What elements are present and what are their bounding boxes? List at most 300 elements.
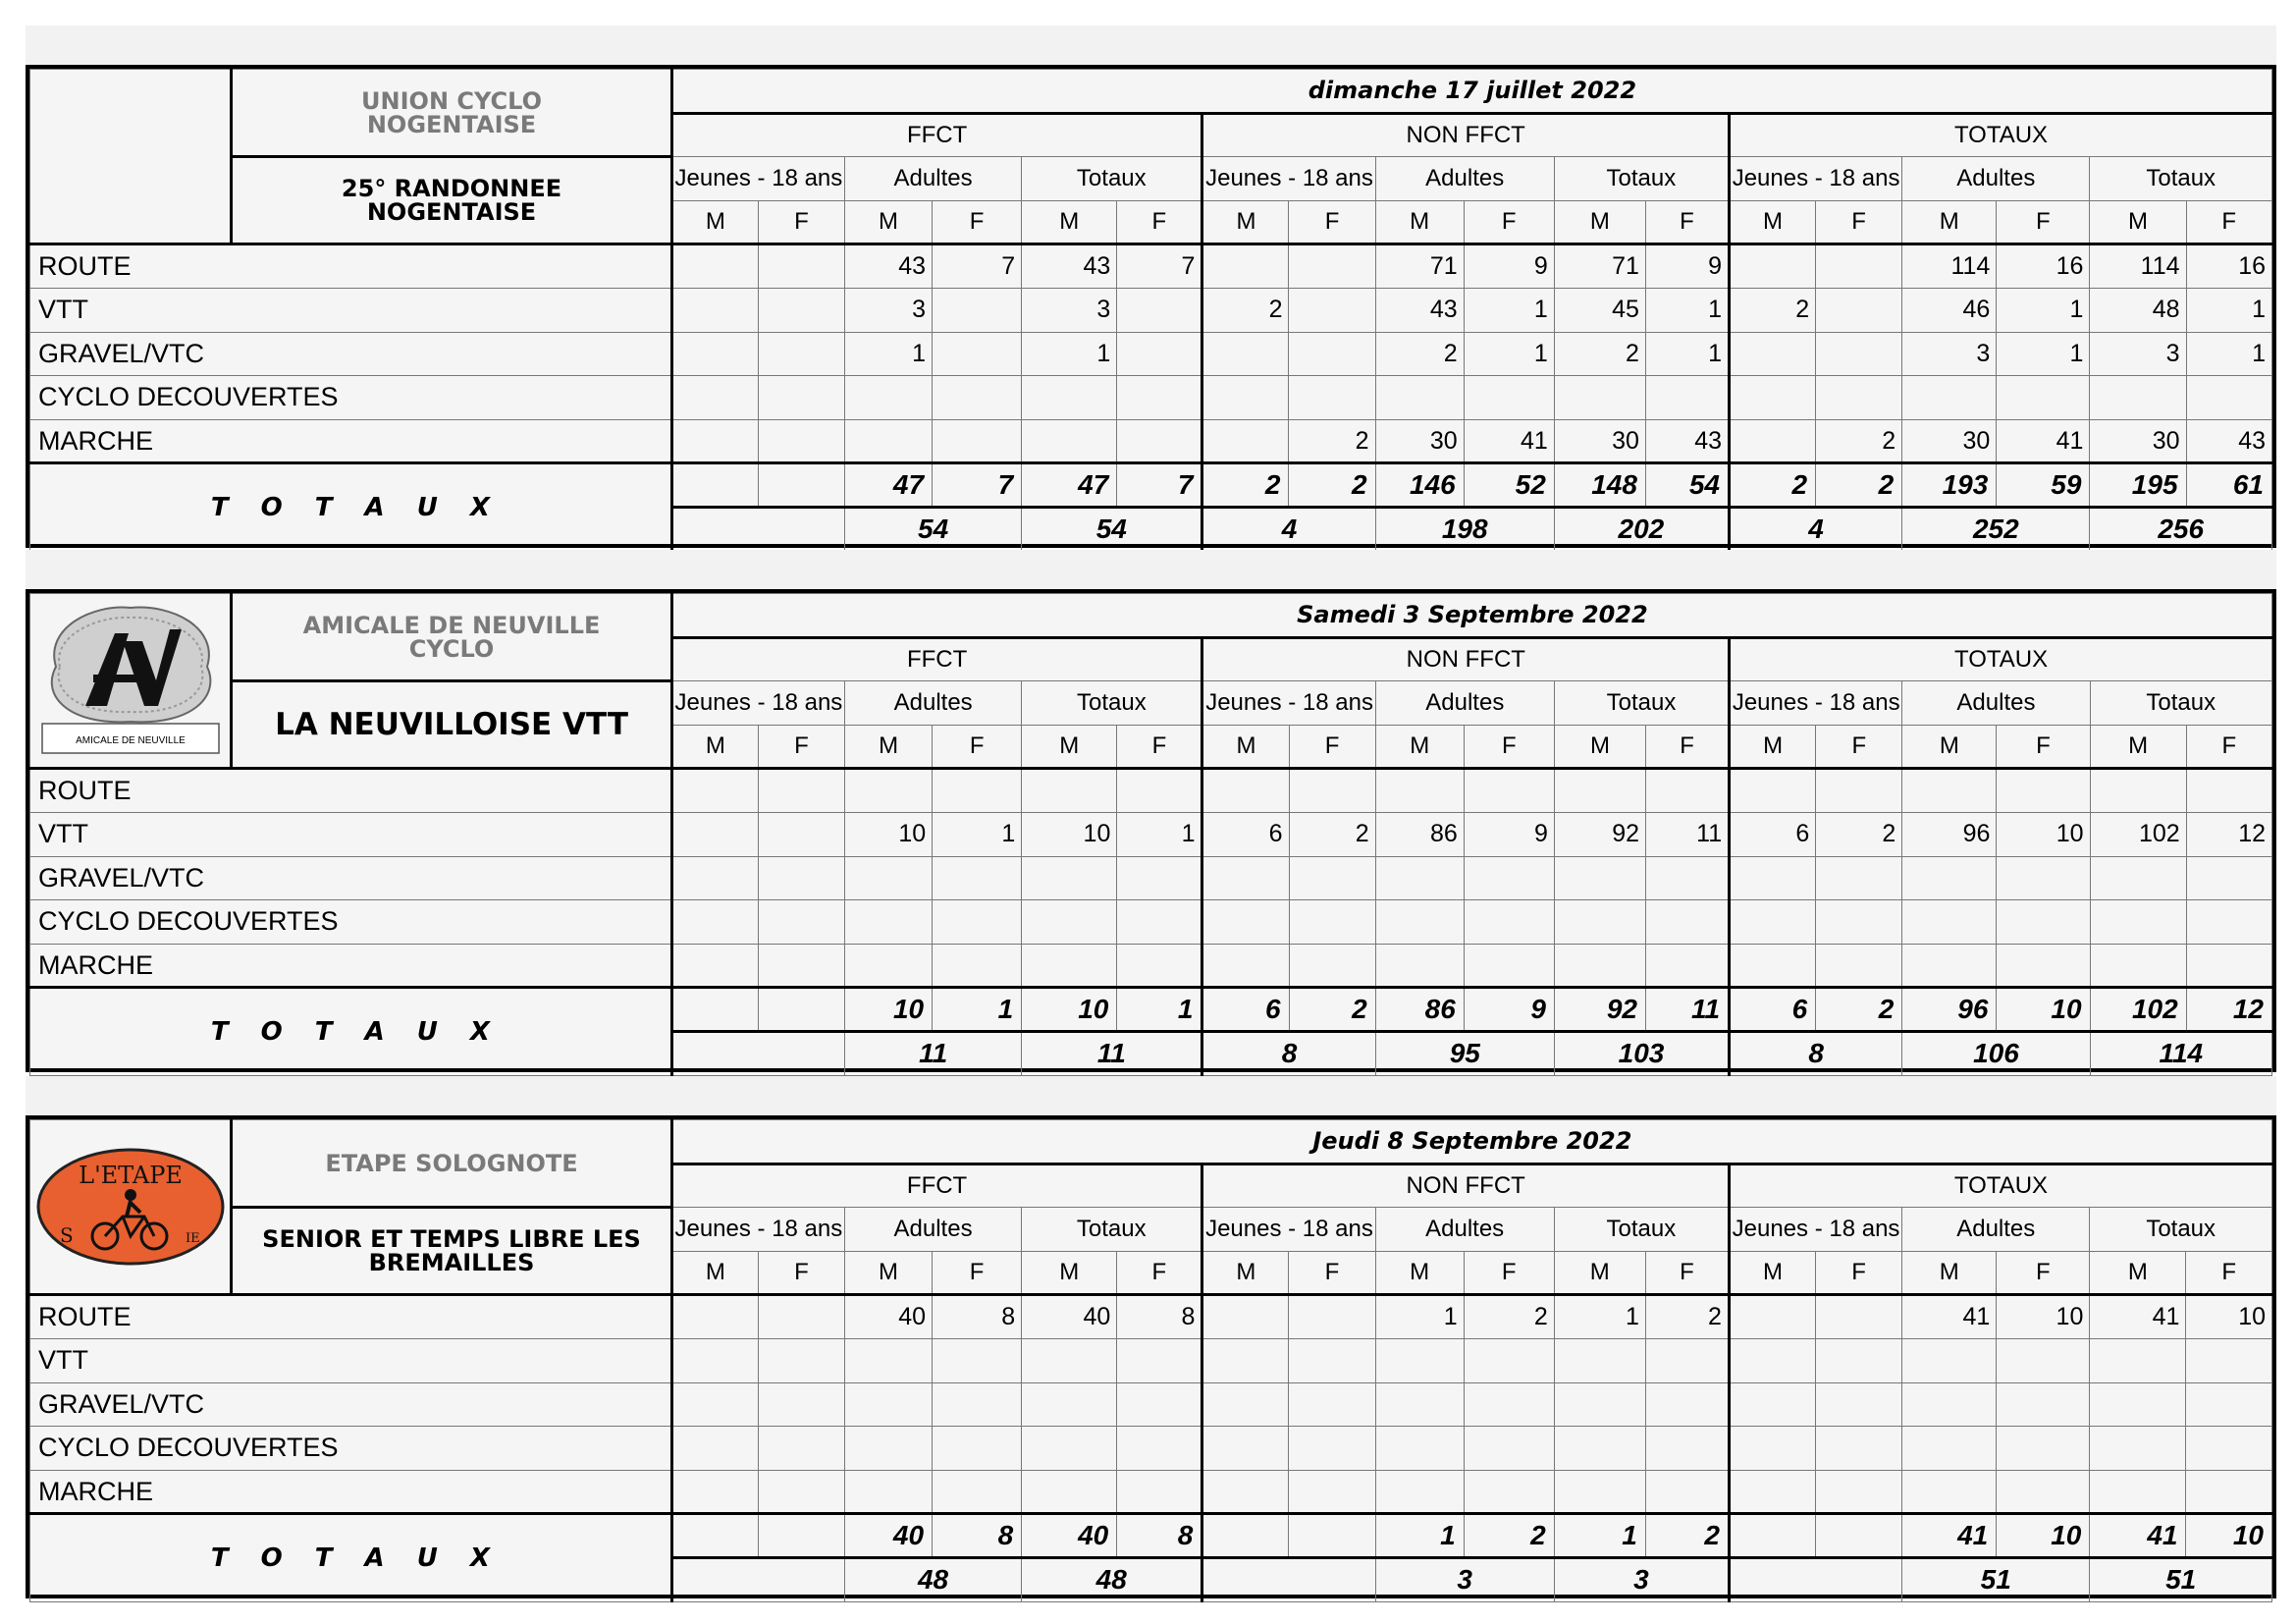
data-cell: 41	[1997, 419, 2090, 463]
gender-f: F	[2186, 725, 2271, 769]
data-cell	[1554, 376, 1645, 420]
grand-total-cell	[671, 1031, 844, 1075]
row-label: MARCHE	[30, 944, 672, 988]
gender-m: M	[1375, 1251, 1464, 1295]
data-cell: 16	[2186, 244, 2271, 289]
row-label: VTT	[30, 812, 672, 856]
total-cell: 2	[1816, 463, 1902, 508]
subgroup-header: Totaux	[2090, 157, 2272, 201]
total-cell: 7	[1117, 463, 1202, 508]
total-cell: 10	[1022, 988, 1117, 1032]
data-cell: 41	[1464, 419, 1554, 463]
data-cell	[1730, 856, 1816, 900]
data-cell: 10	[2186, 1295, 2272, 1339]
data-cell	[1022, 1382, 1117, 1427]
data-cell: 3	[844, 288, 932, 332]
data-cell	[1816, 900, 1902, 945]
data-cell	[1997, 1338, 2090, 1382]
subgroup-header: Jeunes - 18 ans	[671, 681, 844, 726]
total-cell	[1729, 1514, 1815, 1558]
data-cell	[1022, 1470, 1117, 1514]
data-cell	[671, 419, 758, 463]
row-label: CYCLO DECOUVERTES	[30, 1427, 672, 1471]
data-cell	[758, 1470, 844, 1514]
data-cell	[1645, 1338, 1729, 1382]
data-cell	[758, 288, 844, 332]
subgroup-header: Adultes	[1902, 1208, 2090, 1252]
data-cell	[1117, 419, 1202, 463]
data-cell: 9	[1645, 244, 1729, 289]
gender-f: F	[1816, 200, 1902, 244]
data-cell	[1730, 419, 1816, 463]
total-cell: 2	[1289, 988, 1375, 1032]
data-cell	[1816, 944, 1902, 988]
data-cell	[758, 900, 844, 945]
row-label: GRAVEL/VTC	[30, 332, 672, 376]
data-cell: 114	[1902, 244, 1997, 289]
data-cell	[1375, 1382, 1464, 1427]
subgroup-header: Totaux	[1022, 681, 1202, 726]
grand-total-cell: 54	[844, 507, 1021, 551]
data-cell	[1816, 288, 1902, 332]
data-cell	[1289, 1295, 1375, 1339]
data-cell	[1289, 332, 1375, 376]
total-cell	[671, 1514, 758, 1558]
data-cell: 11	[1646, 812, 1730, 856]
data-cell: 48	[2090, 288, 2186, 332]
header-line: UNION CYCLO	[361, 86, 542, 115]
gender-m: M	[1022, 200, 1117, 244]
gender-f: F	[1464, 725, 1554, 769]
gender-f: F	[1289, 725, 1375, 769]
data-cell	[671, 769, 758, 813]
grand-total-cell: 95	[1375, 1031, 1554, 1075]
total-cell: 1	[1554, 1514, 1645, 1558]
grand-total-cell: 4	[1202, 507, 1375, 551]
gender-m: M	[1554, 725, 1645, 769]
data-cell: 6	[1730, 812, 1816, 856]
data-cell	[1554, 1382, 1645, 1427]
total-cell	[758, 1514, 844, 1558]
data-cell	[1645, 1382, 1729, 1427]
data-cell	[1730, 332, 1816, 376]
gender-f: F	[933, 200, 1022, 244]
subgroup-header: Adultes	[1375, 157, 1554, 201]
gender-m: M	[1554, 1251, 1645, 1295]
data-cell	[933, 944, 1022, 988]
data-cell: 45	[1554, 288, 1645, 332]
data-cell	[1902, 944, 1997, 988]
data-cell	[1729, 1295, 1815, 1339]
data-cell	[2186, 856, 2271, 900]
total-cell: 7	[933, 463, 1022, 508]
data-cell	[758, 1427, 844, 1471]
data-cell	[1554, 944, 1645, 988]
data-cell	[1902, 900, 1997, 945]
grand-total-cell: 252	[1902, 507, 2090, 551]
grand-total-cell: 256	[2090, 507, 2272, 551]
data-cell	[1117, 900, 1202, 945]
data-cell	[1997, 856, 2090, 900]
subgroup-header: Adultes	[1902, 681, 2090, 726]
event-block-3	[26, 1115, 2276, 1598]
data-cell: 8	[933, 1295, 1022, 1339]
gender-m: M	[1730, 725, 1816, 769]
data-cell	[1816, 769, 1902, 813]
total-cell: 47	[844, 463, 932, 508]
club-name	[232, 70, 672, 157]
separator-band	[26, 26, 2276, 67]
data-cell	[2090, 1427, 2186, 1471]
total-cell: 12	[2186, 988, 2271, 1032]
gender-f: F	[933, 725, 1022, 769]
gender-f: F	[2186, 1251, 2272, 1295]
data-cell	[1464, 1382, 1554, 1427]
data-cell	[844, 1382, 932, 1427]
data-cell	[844, 1338, 932, 1382]
data-cell	[1730, 244, 1816, 289]
subgroup-header: Jeunes - 18 ans	[1202, 157, 1375, 201]
row-label: ROUTE	[30, 769, 672, 813]
data-cell	[1816, 1382, 1902, 1427]
group-header: NON FFCT	[1202, 113, 1730, 157]
data-cell	[1997, 376, 2090, 420]
subgroup-header: Jeunes - 18 ans	[1202, 1208, 1375, 1252]
data-cell	[1902, 856, 1997, 900]
gender-f: F	[1997, 725, 2090, 769]
total-cell: 47	[1022, 463, 1117, 508]
subgroup-header: Totaux	[1022, 157, 1202, 201]
gender-m: M	[845, 725, 933, 769]
data-cell	[1554, 769, 1645, 813]
grand-total-cell: 198	[1375, 507, 1554, 551]
data-cell: 2	[1645, 1295, 1729, 1339]
total-cell: 102	[2090, 988, 2186, 1032]
total-cell	[671, 988, 758, 1032]
total-cell: 92	[1554, 988, 1645, 1032]
data-cell	[1289, 1470, 1375, 1514]
data-cell: 1	[1645, 288, 1729, 332]
group-header: NON FFCT	[1202, 637, 1730, 681]
separator-band	[26, 1076, 2276, 1117]
data-cell	[671, 244, 758, 289]
total-cell: 10	[1997, 1514, 2090, 1558]
data-cell	[933, 419, 1022, 463]
club-name	[232, 594, 672, 681]
data-cell	[758, 812, 844, 856]
row-label: GRAVEL/VTC	[30, 856, 672, 900]
data-cell: 1	[2186, 332, 2271, 376]
total-cell: 6	[1202, 988, 1289, 1032]
total-cell: 1	[1117, 988, 1202, 1032]
row-label: VTT	[30, 1338, 672, 1382]
gender-f: F	[1997, 1251, 2090, 1295]
data-cell	[1375, 900, 1464, 945]
gender-m: M	[1375, 725, 1464, 769]
data-cell	[1202, 900, 1289, 945]
row-label: VTT	[30, 288, 672, 332]
data-cell	[933, 1338, 1022, 1382]
data-cell	[671, 1470, 758, 1514]
data-cell	[1816, 856, 1902, 900]
data-cell	[1289, 1338, 1375, 1382]
data-cell	[1289, 944, 1375, 988]
total-cell	[1816, 1514, 1902, 1558]
data-cell	[671, 376, 758, 420]
data-cell	[1289, 1382, 1375, 1427]
total-cell: 40	[844, 1514, 932, 1558]
data-cell	[671, 1295, 758, 1339]
data-cell	[933, 1427, 1022, 1471]
data-cell	[2090, 1470, 2186, 1514]
subgroup-header: Adultes	[1375, 681, 1554, 726]
data-cell	[1117, 1427, 1202, 1471]
header-line: SENIOR ET TEMPS LIBRE LES	[262, 1225, 641, 1254]
data-cell	[1202, 244, 1289, 289]
data-cell	[1022, 944, 1117, 988]
gender-f: F	[758, 200, 844, 244]
header-line: NOGENTAISE	[366, 110, 537, 138]
event-name	[232, 157, 672, 244]
gender-m: M	[1729, 1251, 1815, 1295]
data-cell	[933, 288, 1022, 332]
gender-m: M	[1554, 200, 1645, 244]
total-cell: 2	[1289, 463, 1375, 508]
data-cell: 1	[1645, 332, 1729, 376]
data-cell	[1645, 1470, 1729, 1514]
data-cell: 43	[1022, 244, 1117, 289]
subgroup-header: Totaux	[1554, 157, 1729, 201]
data-cell	[845, 769, 933, 813]
data-cell	[933, 856, 1022, 900]
grand-total-cell	[1202, 1557, 1375, 1601]
data-cell: 1	[1554, 1295, 1645, 1339]
data-cell	[844, 419, 932, 463]
data-cell: 2	[1464, 1295, 1554, 1339]
subgroup-header: Adultes	[1375, 1208, 1554, 1252]
data-cell: 1	[933, 812, 1022, 856]
data-cell	[2090, 769, 2186, 813]
subgroup-header: Jeunes - 18 ans	[1730, 681, 1902, 726]
data-cell	[1729, 1470, 1815, 1514]
data-cell	[1117, 1338, 1202, 1382]
data-cell	[1816, 244, 1902, 289]
data-cell	[2090, 376, 2186, 420]
gender-f: F	[1816, 725, 1902, 769]
data-cell	[671, 856, 758, 900]
row-label: MARCHE	[30, 1470, 672, 1514]
total-cell: 2	[1730, 463, 1816, 508]
data-cell: 2	[1289, 419, 1375, 463]
gender-f: F	[1464, 1251, 1554, 1295]
data-cell	[1117, 332, 1202, 376]
gender-m: M	[844, 1251, 932, 1295]
group-header: FFCT	[671, 1164, 1202, 1208]
data-cell: 10	[1997, 812, 2090, 856]
data-cell: 114	[2090, 244, 2186, 289]
group-header: FFCT	[671, 113, 1202, 157]
data-cell	[2090, 1382, 2186, 1427]
data-cell	[671, 944, 758, 988]
data-cell	[1117, 944, 1202, 988]
data-cell	[1117, 1470, 1202, 1514]
gender-f: F	[1645, 200, 1729, 244]
data-cell	[933, 1470, 1022, 1514]
data-cell: 43	[1375, 288, 1464, 332]
gender-m: M	[671, 200, 758, 244]
header-line: BREMAILLES	[368, 1249, 535, 1277]
data-cell	[2186, 376, 2271, 420]
total-cell: 10	[2186, 1514, 2272, 1558]
data-cell: 30	[2090, 419, 2186, 463]
data-cell	[1646, 900, 1730, 945]
data-cell	[1816, 376, 1902, 420]
total-cell: 2	[1202, 463, 1289, 508]
total-cell: 10	[1997, 988, 2090, 1032]
data-cell: 43	[1645, 419, 1729, 463]
data-cell	[1646, 769, 1730, 813]
data-cell: 1	[1464, 288, 1554, 332]
subgroup-header: Totaux	[1554, 1208, 1729, 1252]
header-line: NOGENTAISE	[366, 198, 537, 227]
subgroup-header: Jeunes - 18 ans	[1729, 1208, 1901, 1252]
data-cell	[1289, 856, 1375, 900]
data-cell	[1464, 856, 1554, 900]
data-cell	[1816, 1295, 1902, 1339]
grand-total-cell: 103	[1554, 1031, 1729, 1075]
data-cell	[1202, 376, 1289, 420]
data-cell	[1902, 1382, 1997, 1427]
data-cell	[1117, 856, 1202, 900]
data-cell: 2	[1202, 288, 1289, 332]
data-cell: 7	[933, 244, 1022, 289]
total-cell: 59	[1997, 463, 2090, 508]
grand-total-cell: 202	[1554, 507, 1729, 551]
gender-m: M	[1902, 200, 1997, 244]
data-cell	[933, 332, 1022, 376]
data-cell	[1554, 856, 1645, 900]
data-cell	[1902, 1470, 1997, 1514]
data-cell: 30	[1375, 419, 1464, 463]
gender-m: M	[1022, 725, 1117, 769]
data-cell: 10	[845, 812, 933, 856]
data-cell	[2186, 1338, 2272, 1382]
total-cell: 52	[1464, 463, 1554, 508]
data-cell	[2090, 900, 2186, 945]
club-name	[232, 1120, 672, 1208]
data-cell	[1554, 900, 1645, 945]
data-cell	[1554, 1338, 1645, 1382]
data-cell	[1202, 1295, 1289, 1339]
subgroup-header: Jeunes - 18 ans	[1730, 157, 1902, 201]
data-cell	[1997, 1470, 2090, 1514]
gender-f: F	[1289, 1251, 1375, 1295]
data-cell	[2090, 1338, 2186, 1382]
gender-m: M	[1022, 1251, 1117, 1295]
total-cell: 10	[845, 988, 933, 1032]
grand-total-cell	[1729, 1557, 1901, 1601]
gender-m: M	[671, 725, 758, 769]
total-cell: 9	[1464, 988, 1554, 1032]
subgroup-header: Adultes	[844, 1208, 1021, 1252]
data-cell	[1554, 1427, 1645, 1471]
data-cell	[844, 376, 932, 420]
event-name	[232, 1208, 672, 1295]
data-cell	[1117, 1382, 1202, 1427]
event-block-1	[26, 65, 2276, 548]
data-cell	[1729, 1382, 1815, 1427]
data-cell	[1730, 376, 1816, 420]
data-cell	[1464, 1470, 1554, 1514]
data-cell: 7	[1117, 244, 1202, 289]
data-cell	[1554, 1470, 1645, 1514]
row-label: MARCHE	[30, 419, 672, 463]
data-cell: 2	[1816, 419, 1902, 463]
grand-total-cell: 51	[1902, 1557, 2090, 1601]
data-cell	[845, 944, 933, 988]
svg-text:S: S	[59, 1223, 74, 1248]
data-cell	[1117, 288, 1202, 332]
total-cell: 2	[1645, 1514, 1729, 1558]
total-cell: 61	[2186, 463, 2271, 508]
data-cell	[1022, 900, 1117, 945]
grand-total-cell: 54	[1022, 507, 1202, 551]
subgroup-header: Totaux	[1022, 1208, 1202, 1252]
total-cell	[671, 463, 758, 508]
data-cell	[2186, 1382, 2272, 1427]
data-cell: 96	[1902, 812, 1997, 856]
total-cell: 2	[1464, 1514, 1554, 1558]
data-cell	[845, 856, 933, 900]
data-cell	[1375, 1470, 1464, 1514]
grand-total-cell: 8	[1202, 1031, 1375, 1075]
gender-m: M	[2090, 725, 2186, 769]
gender-m: M	[1902, 725, 1997, 769]
data-cell	[1202, 856, 1289, 900]
group-header: FFCT	[671, 637, 1202, 681]
total-cell: 8	[933, 1514, 1022, 1558]
event-date: dimanche 17 juillet 2022	[671, 70, 2271, 114]
data-cell: 102	[2090, 812, 2186, 856]
data-cell	[758, 244, 844, 289]
total-cell: 8	[1117, 1514, 1202, 1558]
data-cell	[1997, 944, 2090, 988]
totals-label: T O T A U X	[30, 988, 672, 1075]
grand-total-cell: 4	[1730, 507, 1902, 551]
subgroup-header: Jeunes - 18 ans	[1202, 681, 1375, 726]
data-cell: 10	[1022, 812, 1117, 856]
data-cell	[1202, 1427, 1289, 1471]
row-label: CYCLO DECOUVERTES	[30, 900, 672, 945]
total-cell	[1202, 1514, 1289, 1558]
row-label: ROUTE	[30, 244, 672, 289]
data-cell	[1729, 1338, 1815, 1382]
data-cell	[1902, 1427, 1997, 1471]
data-cell	[1816, 332, 1902, 376]
logo-caption: AMICALE DE NEUVILLE	[75, 735, 186, 747]
data-cell	[1022, 769, 1117, 813]
data-cell: 2	[1730, 288, 1816, 332]
group-header: NON FFCT	[1202, 1164, 1730, 1208]
total-cell	[758, 988, 844, 1032]
event-date: Jeudi 8 Septembre 2022	[671, 1120, 2271, 1164]
data-cell: 9	[1464, 812, 1554, 856]
data-cell: 1	[1997, 288, 2090, 332]
gender-m: M	[2090, 1251, 2186, 1295]
subgroup-header: Jeunes - 18 ans	[671, 157, 844, 201]
gender-f: F	[2186, 200, 2271, 244]
totals-label: T O T A U X	[30, 463, 672, 551]
